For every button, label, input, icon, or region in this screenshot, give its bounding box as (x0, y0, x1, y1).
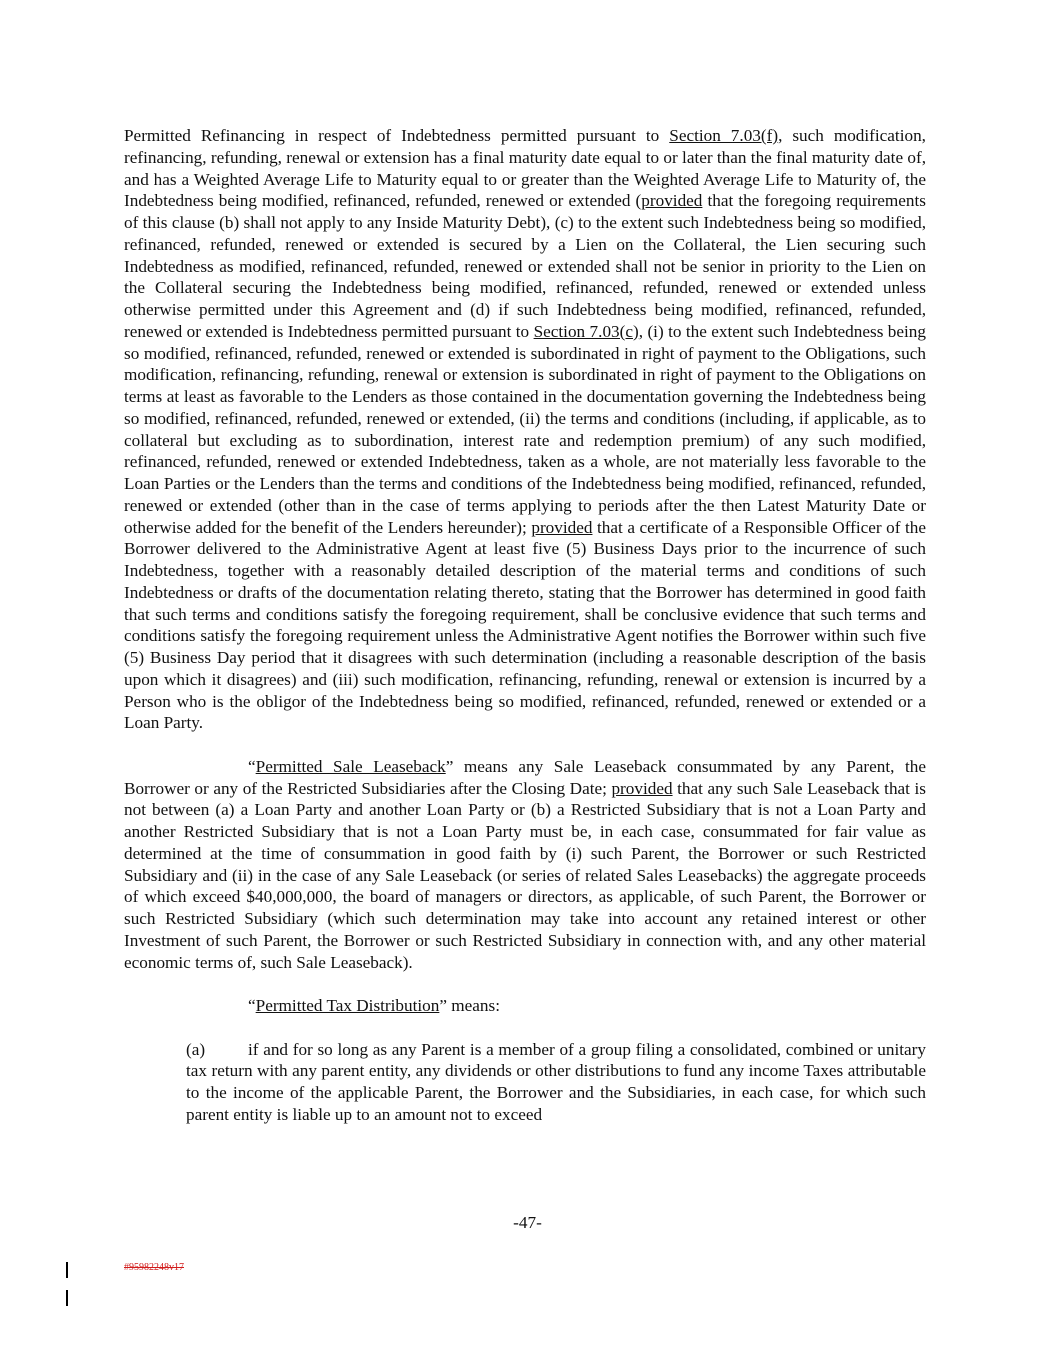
open-quote: “ (248, 996, 256, 1015)
document-body (124, 125, 926, 1126)
section-reference: Section 7.03(f) (669, 126, 779, 145)
definition-permitted-sale-leaseback (124, 756, 926, 974)
section-reference: Section 7.03(c) (533, 321, 639, 341)
text-run: that any such Sale Leaseback that is not between (a) a Loan Party and another Loan Party or (b) a Restricted Subsidiary that is not a Loan Party and another Restricted Subsidiary that is not a Loan Party must be, in each case, consummated for fair value as determined at the time of consummation in good faith by (i) such Parent, the Borrower or such Restricted Subsidiary and (ii) in the case of any Sale Leaseback (or series of related Sales Leasebacks) the aggregate proceeds of which exceed $40,000,000, the board of managers or directors, as applicable, of such Parent, the Borrower or such Restricted Subsidiary (which such determination may take into account any retained interest or other Investment of such Parent, the Borrower or such Restricted Subsidiary in connection with, and any other material economic terms of, such Sale Leaseback). (124, 778, 926, 972)
document-id-footer: #95982248v17 (124, 1262, 184, 1273)
proviso-term: provided (611, 778, 673, 798)
revision-change-bar (66, 1262, 68, 1278)
text-run: , (i) to the extent such Indebtedness being so modified, refinanced, refunded, renewed or extended is subordinated in right of payment to the Obligations, such modification, refinancing, refunding, renewal or extension is subordinated in right of payment to the Obligations on terms at least as favorable to the Lenders as those contained in the documentation governing the Indebtedness being so modified, refinanced, refunded, renewed or extended, (ii) the terms and conditions (including, if applicable, as to collateral but excluding as to subordination, interest rate and redemption premium) of any such modified, refinanced, refunded, renewed or extended Indebtedness, taken as a whole, are not materially less favorable to the Loan Parties or the Lenders than the terms and conditions of the Indebtedness being modified, refinanced, refunded, renewed or extended (other than in the case of terms applying to periods after the then Latest Maturity Date or otherwise added for the benefit of the Lenders hereunder); (124, 321, 926, 537)
text-run: that a certificate of a Responsible Officer of the Borrower delivered to the Administrative Agent at least five (5) Business Days prior to the incurrence of such Indebtedness, together with a reasonably detailed description of the material terms and conditions of such Indebtedness or drafts of the documentation relating thereto, stating that the Borrower has determined in good faith that such terms and conditions satisfy the foregoing requirement, shall be conclusive evidence that such terms and conditions satisfy the foregoing requirement unless the Administrative Agent notifies the Borrower within such five (5) Business Day period that it disagrees with such determination (including a reasonable description of the basis upon which it disagrees) and (iii) such modification, refinancing, refunding, renewal or extension is incurred by a Person who is the obligor of the Indebtedness being so modified, refinanced, refunded, renewed or extended or a Loan Party. (124, 517, 927, 733)
definition-permitted-tax-distribution (124, 995, 926, 1017)
proviso-term: provided (531, 517, 593, 537)
text-run: , such modification, refinancing, refunding, renewal or extension has a final maturity date equal to or later than the final maturity date of, and has a Weighted Average Life to Maturity equal to or greater than the Weighted Average Life to Maturity of, the Indebtedness being modified, refinanced, refunded, renewed or extended ( (124, 126, 926, 211)
text-run: ” means: (439, 996, 500, 1015)
defined-term: Permitted Tax Distribution (255, 996, 440, 1015)
clause-a (186, 1039, 926, 1126)
open-quote: “ (248, 756, 256, 776)
page-number: -47- (513, 1213, 542, 1232)
text-run: Permitted Refinancing in respect of Indebtedness permitted pursuant to (124, 126, 670, 145)
revision-change-bar (66, 1290, 68, 1306)
paragraph-permitted-refinancing-continued (124, 125, 926, 734)
text-run: if and for so long as any Parent is a member of a group filing a consolidated, combined or unitary tax return with any parent entity, any dividends or other distributions to fund any income Taxes attributable to the income of the applicable Parent, the Borrower and the Subsidiaries, in each case, for which such parent entity is liable up to an amount not to exceed (186, 1039, 926, 1124)
text-run: ” means any Sale Leaseback consummated by any Parent, the Borrower or any of the Restricted Subsidiaries after the Closing Date; (124, 756, 926, 798)
clause-marker: (a) (186, 1039, 206, 1059)
proviso-term: provided (641, 191, 703, 211)
defined-term: Permitted Sale Leaseback (255, 756, 446, 776)
text-run: that the foregoing requirements of this clause (b) shall not apply to any Inside Maturity Debt), (c) to the extent such Indebtedness being so modified, refinanced, refunded, renewed or extended is secured by a Lien on the Collateral, the Lien securing such Indebtedness as modified, refinanced, refunded, renewed or extended shall not be senior in priority to the Lien on the Collateral securing the Indebtedness being modified, refinanced, refunded, renewed or extended unless otherwise permitted under this Agreement and (d) if such Indebtedness being modified, refinanced, refunded, renewed or extended is Indebtedness permitted pursuant to (124, 191, 926, 341)
